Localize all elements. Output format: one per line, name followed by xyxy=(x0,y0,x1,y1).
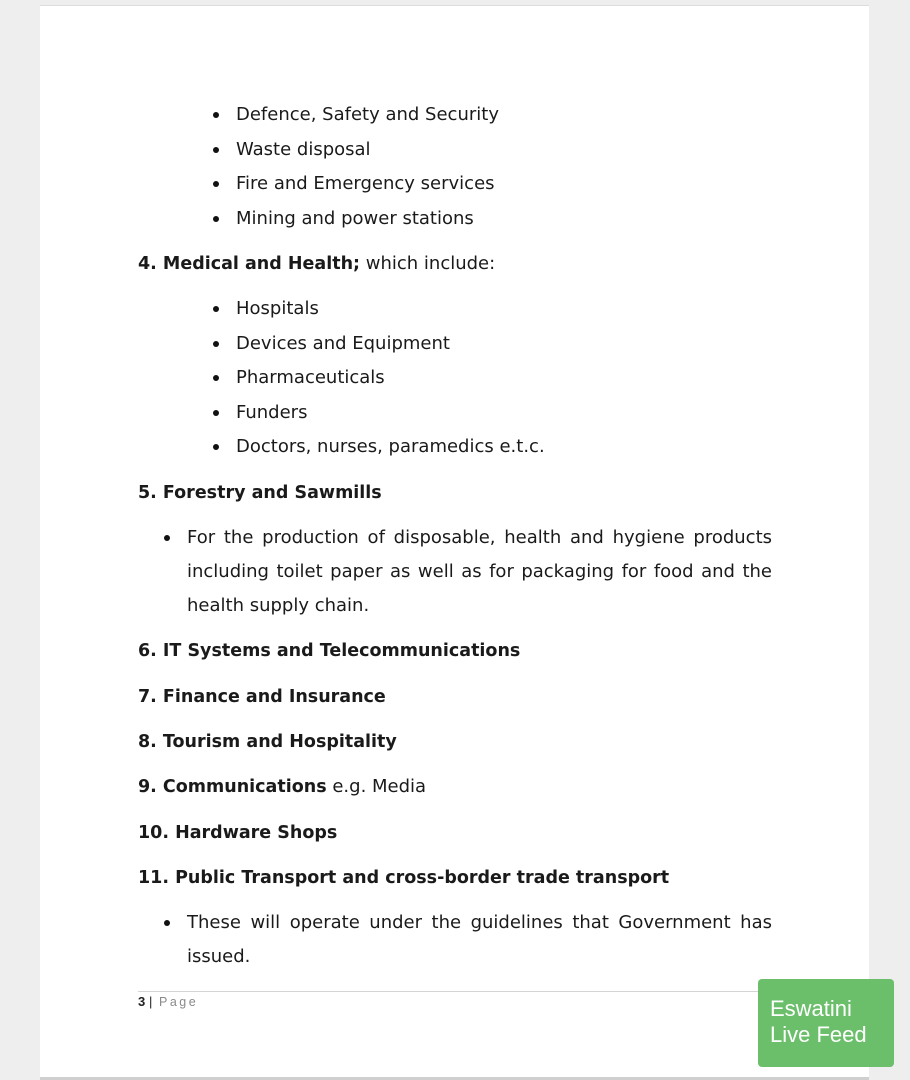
section-heading-tourism: 8. Tourism and Hospitality xyxy=(138,732,397,752)
section-heading-hardware: 10. Hardware Shops xyxy=(138,823,338,843)
bullet-icon xyxy=(213,306,219,312)
list-item: Waste disposal xyxy=(236,139,371,160)
list-item: Doctors, nurses, paramedics e.t.c. xyxy=(236,436,545,457)
page-number: 3 xyxy=(138,994,146,1009)
list-item: Fire and Emergency services xyxy=(236,173,495,194)
section-heading-communications: 9. Communications e.g. Media xyxy=(138,776,427,797)
bullet-icon xyxy=(213,410,219,416)
bullet-icon xyxy=(164,920,170,926)
section-heading-it: 6. IT Systems and Telecommunications xyxy=(138,641,521,661)
bullet-icon xyxy=(213,444,219,450)
section-heading-forestry: 5. Forestry and Sawmills xyxy=(138,483,382,503)
footer-separator: | xyxy=(149,994,153,1009)
eswatini-live-feed-watermark xyxy=(758,979,894,1067)
bullet-icon xyxy=(213,181,219,187)
section-heading-transport: 11. Public Transport and cross-border trade transport xyxy=(138,868,670,888)
bullet-icon xyxy=(213,341,219,347)
bullet-icon xyxy=(213,216,219,222)
list-item: Funders xyxy=(236,402,308,423)
watermark-line1: Eswatini xyxy=(770,996,852,1021)
watermark-text xyxy=(770,996,867,1048)
bullet-icon xyxy=(213,112,219,118)
bullet-icon xyxy=(213,375,219,381)
section-heading-medical: 4. Medical and Health; which include: xyxy=(138,253,496,274)
page-label: Page xyxy=(159,995,199,1009)
bullet-icon xyxy=(164,535,170,541)
list-item: Pharmaceuticals xyxy=(236,367,385,388)
footer-divider xyxy=(138,991,771,992)
section-heading-finance: 7. Finance and Insurance xyxy=(138,687,386,707)
paragraph-forestry: For the production of disposable, health and hygiene products including toilet paper as well as for packaging for food and the health supply chain. xyxy=(187,527,772,616)
watermark-line2: Live Feed xyxy=(770,1022,867,1047)
list-item: Devices and Equipment xyxy=(236,333,450,354)
bullet-icon xyxy=(213,147,219,153)
list-item: Defence, Safety and Security xyxy=(236,104,499,125)
paragraph-transport: These will operate under the guidelines that Government has issued. xyxy=(187,912,772,967)
list-item: Mining and power stations xyxy=(236,208,474,229)
list-item: Hospitals xyxy=(236,298,319,319)
